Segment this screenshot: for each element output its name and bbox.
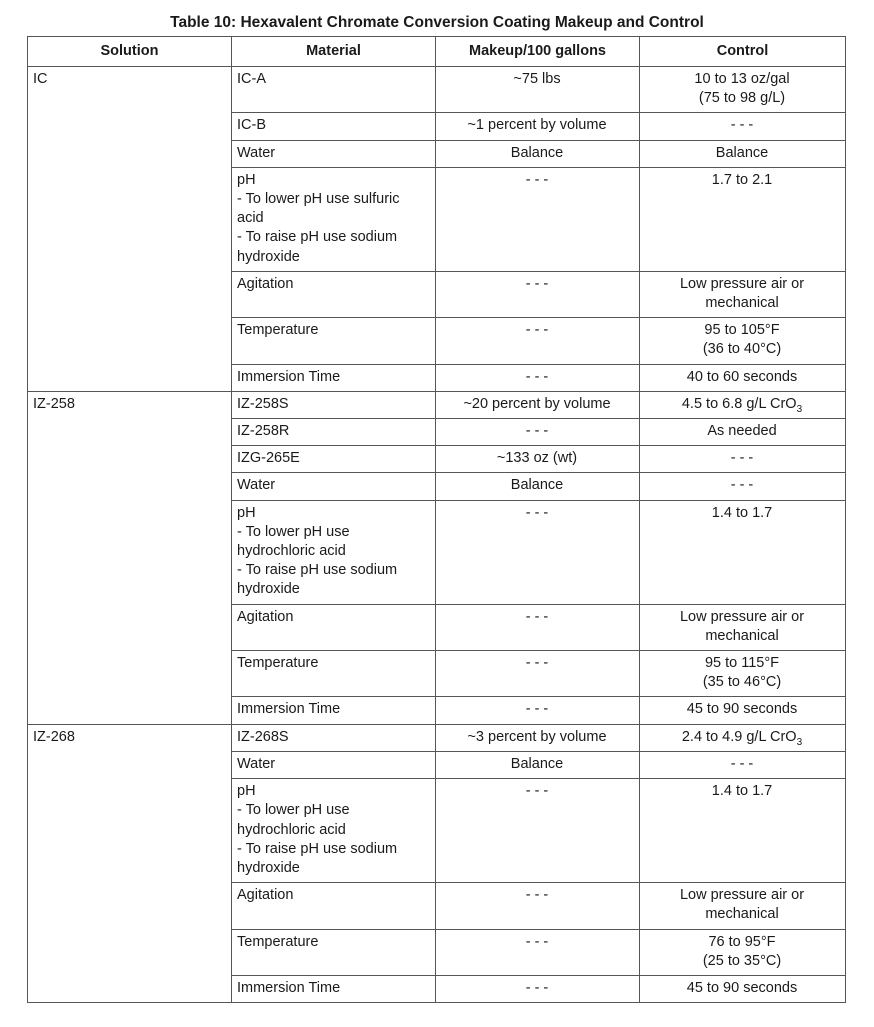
control-line [645, 886, 839, 905]
solution-cell: IZ-268 [28, 724, 232, 1002]
control-line [645, 116, 839, 135]
control-cell [640, 318, 846, 364]
material-cell [232, 975, 436, 1002]
control-text: 95 to 115°F [704, 655, 780, 672]
control-text: mechanical [705, 295, 779, 312]
control-cell [640, 500, 846, 604]
chromate-coating-table [27, 36, 846, 1003]
makeup-cell: - - - [436, 651, 640, 697]
material-cell [232, 67, 436, 113]
makeup-cell: ~1 percent by volume [436, 113, 640, 140]
control-cell [640, 113, 846, 140]
control-text: - - - [730, 450, 754, 467]
control-cell [640, 651, 846, 697]
material-line: Immersion Time [237, 368, 341, 385]
material-cell [232, 419, 436, 446]
material-line: pH [237, 783, 256, 800]
control-text: 1.4 to 1.7 [711, 504, 773, 521]
control-text: Low pressure air or [679, 275, 805, 292]
makeup-cell: - - - [436, 883, 640, 929]
control-cell [640, 419, 846, 446]
control-line [645, 782, 839, 801]
control-line [645, 979, 839, 998]
control-cell [640, 779, 846, 883]
material-cell [232, 751, 436, 778]
control-subscript: 3 [796, 736, 803, 748]
control-line [645, 368, 839, 387]
control-line [645, 395, 839, 414]
control-text: - - - [730, 477, 754, 494]
control-line [645, 476, 839, 495]
control-text: 45 to 90 seconds [686, 701, 798, 718]
makeup-cell: - - - [436, 318, 640, 364]
control-line [645, 275, 839, 294]
control-line [645, 728, 839, 747]
makeup-cell: - - - [436, 419, 640, 446]
control-line [645, 952, 839, 971]
control-cell [640, 391, 846, 418]
makeup-cell: ~133 oz (wt) [436, 446, 640, 473]
control-cell [640, 929, 846, 975]
control-cell [640, 751, 846, 778]
control-text: 1.4 to 1.7 [711, 783, 773, 800]
control-text: 45 to 90 seconds [686, 979, 798, 996]
control-cell [640, 697, 846, 724]
table-body [28, 67, 846, 1003]
control-cell [640, 167, 846, 271]
control-cell [640, 446, 846, 473]
control-line [645, 294, 839, 313]
material-line: hydroxide [237, 859, 300, 876]
material-line: hydrochloric acid [237, 543, 346, 560]
header-makeup: Makeup/100 gallons [436, 37, 640, 67]
material-line: pH [237, 171, 256, 188]
material-line: IZ-258S [237, 395, 289, 412]
header-control: Control [640, 37, 846, 67]
control-cell [640, 67, 846, 113]
makeup-cell: Balance [436, 751, 640, 778]
makeup-cell: Balance [436, 473, 640, 500]
control-text: mechanical [705, 906, 779, 923]
makeup-cell: Balance [436, 140, 640, 167]
material-cell [232, 113, 436, 140]
control-text: - - - [730, 755, 754, 772]
control-cell [640, 883, 846, 929]
control-cell [640, 975, 846, 1002]
material-line: Immersion Time [237, 979, 341, 996]
table-row [28, 724, 846, 751]
material-cell [232, 318, 436, 364]
material-line: Agitation [237, 275, 294, 292]
table-row [28, 67, 846, 113]
control-text: 40 to 60 seconds [686, 368, 798, 385]
control-line [645, 340, 839, 359]
control-cell [640, 724, 846, 751]
control-text: Balance [715, 144, 769, 161]
header-row [28, 37, 846, 67]
control-line [645, 449, 839, 468]
material-line: acid [237, 210, 264, 227]
material-line: - To lower pH use [237, 802, 350, 819]
material-line: Water [237, 144, 276, 161]
control-line [645, 171, 839, 190]
control-cell [640, 473, 846, 500]
control-line [645, 422, 839, 441]
material-cell [232, 140, 436, 167]
material-cell [232, 883, 436, 929]
control-line [645, 504, 839, 523]
table-caption: Table 10: Hexavalent Chromate Conversion Coating Makeup and Control [170, 14, 704, 31]
control-cell [640, 271, 846, 317]
control-text: 1.7 to 2.1 [711, 171, 773, 188]
makeup-cell: - - - [436, 604, 640, 650]
makeup-cell: - - - [436, 500, 640, 604]
material-line: - To lower pH use [237, 523, 350, 540]
control-line [645, 70, 839, 89]
control-line [645, 755, 839, 774]
control-text: - - - [730, 117, 754, 134]
material-line: - To raise pH use sodium [237, 229, 398, 246]
makeup-cell: - - - [436, 271, 640, 317]
material-cell [232, 364, 436, 391]
material-line: IC-B [237, 117, 266, 134]
control-text: (36 to 40°C) [702, 341, 782, 358]
control-line [645, 144, 839, 163]
control-cell [640, 604, 846, 650]
material-line: Water [237, 477, 276, 494]
material-line: - To raise pH use sodium [237, 840, 398, 857]
material-line: hydrochloric acid [237, 821, 346, 838]
header-material: Material [232, 37, 436, 67]
material-cell [232, 604, 436, 650]
material-line: - To raise pH use sodium [237, 562, 398, 579]
material-cell [232, 697, 436, 724]
makeup-cell: ~75 lbs [436, 67, 640, 113]
control-text: 10 to 13 oz/gal [694, 71, 790, 87]
material-cell [232, 271, 436, 317]
control-text: (35 to 46°C) [702, 674, 782, 691]
control-text: 95 to 105°F [704, 322, 780, 339]
control-line [645, 654, 839, 673]
material-line: IZ-258R [237, 423, 290, 440]
makeup-cell: ~3 percent by volume [436, 724, 640, 751]
material-line: Temperature [237, 322, 319, 339]
material-line: Water [237, 755, 276, 772]
material-cell [232, 779, 436, 883]
material-cell [232, 391, 436, 418]
control-line [645, 933, 839, 952]
makeup-cell: - - - [436, 779, 640, 883]
control-text: 4.5 to 6.8 g/L CrO [681, 395, 797, 412]
control-text: (25 to 35°C) [702, 952, 782, 969]
material-line: IZG-265E [237, 450, 300, 467]
material-cell [232, 446, 436, 473]
material-cell [232, 500, 436, 604]
control-line [645, 905, 839, 924]
material-line: Temperature [237, 933, 319, 950]
material-cell [232, 724, 436, 751]
control-text: 2.4 to 4.9 g/L CrO [681, 728, 797, 745]
solution-cell: IC [28, 67, 232, 392]
control-line [645, 89, 839, 108]
material-line: Temperature [237, 655, 319, 672]
makeup-cell: - - - [436, 364, 640, 391]
header-solution: Solution [28, 37, 232, 67]
material-line: hydroxide [237, 248, 300, 265]
control-line [645, 700, 839, 719]
material-line: - To lower pH use sulfuric [237, 191, 400, 208]
material-line: hydroxide [237, 581, 300, 598]
control-text: Low pressure air or [679, 887, 805, 904]
makeup-cell: - - - [436, 929, 640, 975]
control-cell [640, 140, 846, 167]
makeup-cell: ~20 percent by volume [436, 391, 640, 418]
material-line: Agitation [237, 608, 294, 625]
control-text: Low pressure air or [679, 608, 805, 625]
material-line: Immersion Time [237, 701, 341, 718]
control-line [645, 608, 839, 627]
control-subscript: 3 [796, 403, 803, 415]
material-cell [232, 651, 436, 697]
material-line: Agitation [237, 887, 294, 904]
control-text: (75 to 98 g/L) [698, 90, 786, 107]
control-line [645, 627, 839, 646]
control-text: As needed [707, 423, 777, 440]
control-text: 76 to 95°F [708, 933, 776, 950]
control-text: mechanical [705, 627, 779, 644]
solution-cell: IZ-258 [28, 391, 232, 724]
material-line: IZ-268S [237, 728, 289, 745]
control-line [645, 321, 839, 340]
table-row [28, 391, 846, 418]
control-line [645, 673, 839, 692]
material-line: pH [237, 504, 256, 521]
material-cell [232, 473, 436, 500]
material-cell [232, 929, 436, 975]
makeup-cell: - - - [436, 697, 640, 724]
makeup-cell: - - - [436, 975, 640, 1002]
control-cell [640, 364, 846, 391]
makeup-cell: - - - [436, 167, 640, 271]
material-line: IC-A [237, 71, 266, 87]
material-cell [232, 167, 436, 271]
